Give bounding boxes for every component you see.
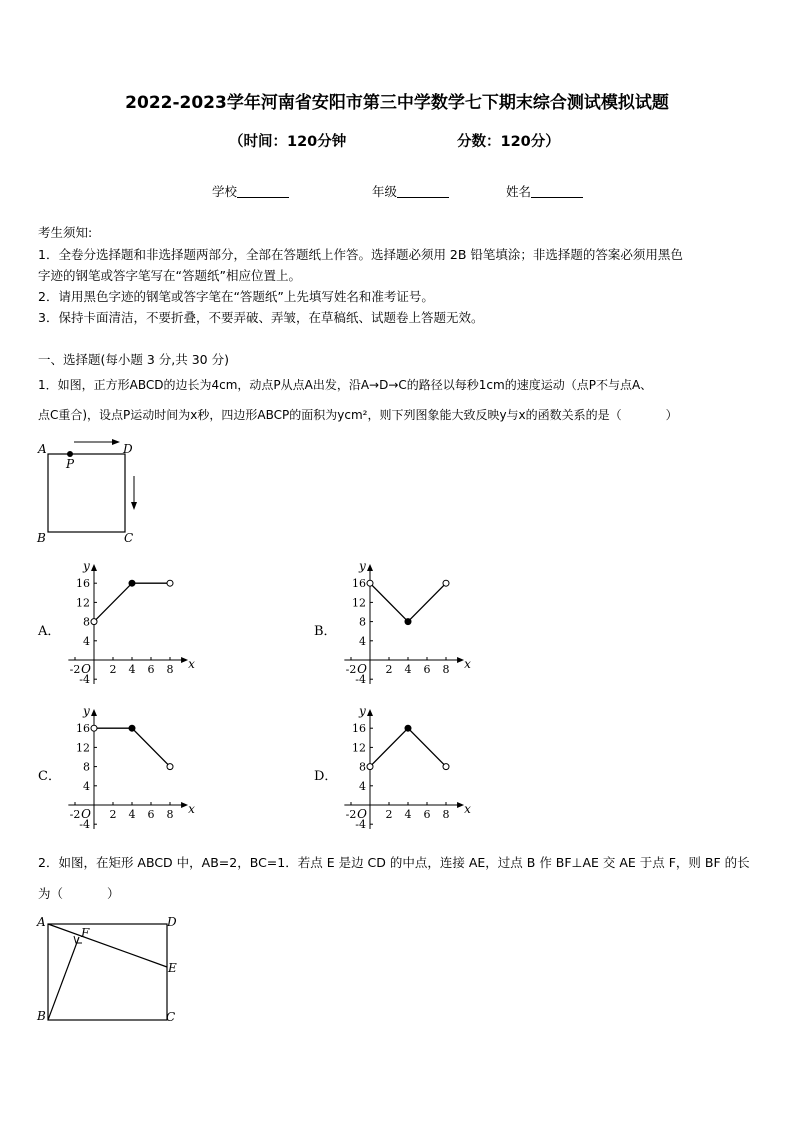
section-heading: 一、选择题(每小题 3 分,共 30 分): [38, 352, 229, 367]
x-tick-label: 4: [128, 808, 136, 821]
notice-item-2: 2．请用黑色字迹的钢笔或答字笔在“答题纸”上先填写姓名和准考证号。: [38, 289, 434, 304]
option-d-graph[interactable]: [334, 704, 471, 840]
page-title: 2022-2023学年河南省安阳市第三中学数学七下期末综合测试模拟试题: [125, 93, 669, 113]
x-tick-label: 8: [166, 663, 174, 676]
series-line: [370, 728, 446, 766]
option-b-label[interactable]: B．: [314, 624, 337, 639]
label-a: A: [38, 442, 47, 456]
segment-ae: [48, 924, 167, 967]
open-point: [443, 764, 449, 770]
y-tick-label: 16: [76, 722, 90, 736]
x-tick-label: 6: [423, 808, 431, 821]
notice-item-1: 1．全卷分选择题和非选择题两部分，全部在答题纸上作答。选择题必须用 2B 铅笔填涂；非选择题的答案必须用黑色: [38, 247, 683, 262]
y-tick-label: 12: [76, 596, 90, 610]
label-e: E: [168, 961, 177, 975]
y-tick-label: 16: [352, 577, 366, 591]
x-axis-arrow: [181, 802, 188, 808]
x-tick-label: 6: [147, 808, 155, 821]
filled-point: [405, 725, 411, 731]
open-point: [91, 619, 97, 625]
y-tick-label: 8: [83, 760, 90, 774]
option-a-label[interactable]: A．: [38, 624, 61, 639]
x-axis-arrow: [457, 802, 464, 808]
y-tick-label: 4: [83, 779, 90, 793]
y-tick-label: -4: [355, 673, 366, 687]
q1-text-line1: 1．如图，正方形ABCD的边长为4cm，动点P从点A出发，沿A→D→C的路径以每秒1cm的速度运动（点P不与点A、: [38, 378, 653, 392]
origin-label: O: [81, 662, 91, 676]
label-b: B: [37, 531, 46, 545]
q2-text-line1: 2．如图，在矩形 ABCD 中，AB=2，BC=1．若点 E 是边 CD 的中点，连接 AE，过点 B 作 BF⊥AE 交 AE 于点 F，则 BF 的长: [38, 855, 750, 870]
x-tick-label: 2: [109, 663, 117, 676]
x-axis-arrow: [457, 657, 464, 663]
time-label: （时间：120分钟: [229, 134, 347, 150]
q2-text-line2-end: ）: [107, 886, 120, 901]
y-tick-label: 12: [352, 741, 366, 755]
name-field[interactable]: [506, 182, 583, 200]
y-axis-label: y: [359, 704, 366, 718]
x-tick-label: 4: [404, 663, 412, 676]
arrow-down-head: [131, 502, 137, 510]
grade-field[interactable]: [372, 182, 449, 200]
q1-text-line2-end: ）: [665, 408, 678, 422]
x-tick-label: 6: [147, 663, 155, 676]
y-axis-label: y: [83, 704, 90, 718]
open-point: [167, 764, 173, 770]
label-b: B: [37, 1009, 46, 1023]
open-point: [91, 725, 97, 731]
origin-label: O: [357, 662, 367, 676]
y-tick-label: 8: [83, 615, 90, 629]
y-tick-label: 4: [83, 634, 90, 648]
q1-text-line2: [38, 406, 678, 423]
notice-item-3: 3．保持卡面清洁，不要折叠，不要弄破、弄皱，在草稿纸、试题卷上答题无效。: [38, 310, 484, 325]
q2-text-line2: [38, 884, 120, 902]
x-axis-label: x: [464, 802, 471, 816]
x-tick-label: -2: [345, 663, 357, 676]
label-a: A: [37, 915, 46, 929]
filled-point: [405, 619, 411, 625]
school-label: 学校: [212, 184, 238, 199]
school-field[interactable]: [212, 182, 289, 200]
origin-label: O: [357, 807, 367, 821]
x-axis-label: x: [464, 657, 471, 671]
series-line: [94, 583, 170, 621]
arrow-right-head: [112, 439, 120, 445]
y-axis-label: y: [359, 559, 366, 573]
x-tick-label: -2: [69, 663, 81, 676]
y-tick-label: 12: [76, 741, 90, 755]
x-tick-label: 8: [442, 663, 450, 676]
x-tick-label: 8: [166, 808, 174, 821]
x-tick-label: 6: [423, 663, 431, 676]
y-tick-label: 16: [76, 577, 90, 591]
option-c-graph[interactable]: [58, 704, 195, 840]
filled-point: [129, 725, 135, 731]
q2-rectangle-figure: [34, 912, 184, 1027]
q1-square-figure: [34, 436, 146, 546]
series-line: [370, 583, 446, 621]
y-tick-label: 12: [352, 596, 366, 610]
option-c-label[interactable]: C．: [38, 769, 61, 784]
option-d-label[interactable]: D．: [314, 769, 338, 784]
open-point: [367, 764, 373, 770]
notice-heading: 考生须知:: [38, 225, 93, 240]
notice-item-1-cont: 字迹的钢笔或答字笔写在“答题纸”相应位置上。: [38, 268, 301, 283]
x-tick-label: -2: [345, 808, 357, 821]
x-tick-label: 2: [385, 663, 393, 676]
x-axis-arrow: [181, 657, 188, 663]
open-point: [167, 580, 173, 586]
label-c: C: [124, 531, 134, 545]
y-tick-label: 8: [359, 615, 366, 629]
origin-label: O: [81, 807, 91, 821]
x-tick-label: -2: [69, 808, 81, 821]
y-tick-label: 4: [359, 634, 366, 648]
grade-blank[interactable]: [397, 185, 449, 198]
y-tick-label: -4: [79, 673, 90, 687]
open-point: [443, 580, 449, 586]
label-p: P: [66, 457, 75, 471]
open-point: [367, 580, 373, 586]
x-tick-label: 4: [404, 808, 412, 821]
series-line: [94, 728, 170, 766]
y-tick-label: 16: [352, 722, 366, 736]
y-tick-label: 8: [359, 760, 366, 774]
y-tick-label: 4: [359, 779, 366, 793]
label-f: F: [81, 926, 90, 940]
label-c: C: [166, 1010, 176, 1024]
option-b-graph[interactable]: [334, 559, 471, 695]
y-tick-label: -4: [79, 818, 90, 832]
y-axis-arrow: [367, 709, 373, 716]
y-tick-label: -4: [355, 818, 366, 832]
x-tick-label: 8: [442, 808, 450, 821]
x-tick-label: 4: [128, 663, 136, 676]
segment-bf: [48, 937, 79, 1020]
grade-label: 年级: [372, 184, 398, 199]
y-axis-arrow: [367, 564, 373, 571]
label-d: D: [123, 442, 133, 456]
x-tick-label: 2: [385, 808, 393, 821]
q2-text-line2-body: 为（: [38, 886, 64, 901]
q1-text-line2-body: 点C重合)，设点P运动时间为x秒，四边形ABCP的面积为ycm²，则下列图象能大致反映y与x的函数关系的是（: [38, 408, 622, 422]
name-blank[interactable]: [531, 185, 583, 198]
y-axis-arrow: [91, 709, 97, 716]
square-abcd: [48, 454, 125, 532]
x-axis-label: x: [188, 802, 195, 816]
y-axis-label: y: [83, 559, 90, 573]
x-tick-label: 2: [109, 808, 117, 821]
name-label: 姓名: [506, 184, 532, 199]
school-blank[interactable]: [237, 185, 289, 198]
filled-point: [129, 580, 135, 586]
option-a-graph[interactable]: [58, 559, 195, 695]
y-axis-arrow: [91, 564, 97, 571]
x-axis-label: x: [188, 657, 195, 671]
score-label: 分数：120分）: [457, 134, 560, 150]
label-d: D: [167, 915, 177, 929]
